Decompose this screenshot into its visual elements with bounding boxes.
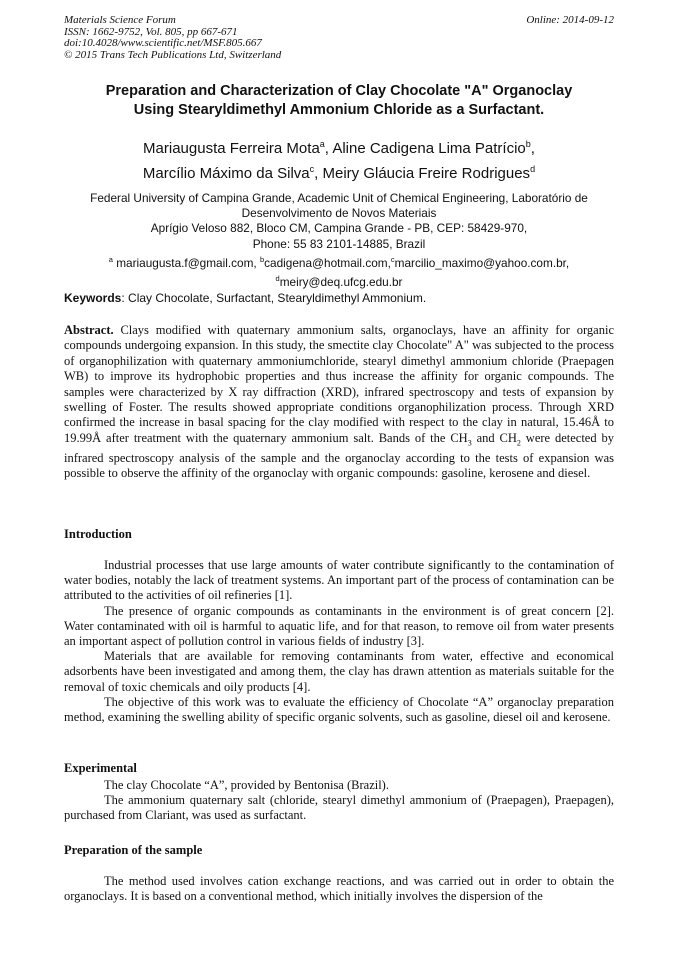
keywords <box>64 291 614 306</box>
abstract-text: and CH <box>471 430 517 445</box>
issn-line: ISSN: 1662-9752, Vol. 805, pp 667-671 <box>64 25 238 38</box>
author-1: Mariaugusta Ferreira Mota <box>143 140 320 157</box>
keywords-label: Keywords <box>64 291 122 305</box>
abstract-text: were detected by infrared spectroscopy analysis of the sample and the organoclay according to the tests of expansion was possible to observe the affinity of the organoclay with organic compounds: gasoline, kerosene and diesel. <box>64 430 614 481</box>
author-3-marker: c <box>309 164 315 174</box>
author-2: Aline Cadigena Lima Patrício <box>332 140 526 157</box>
email-marker-d: d <box>275 273 280 283</box>
author-separator: , <box>314 165 323 182</box>
email-line-1 <box>64 252 614 271</box>
email-c[interactable]: marcilio_maximo@yahoo.com.br, <box>394 255 570 270</box>
preparation-body <box>64 874 614 904</box>
paper-title <box>64 82 614 120</box>
email-marker-a: a <box>108 254 113 264</box>
email-a[interactable]: mariaugusta.f@gmail.com, <box>112 255 260 270</box>
paragraph: The clay Chocolate “A”, provided by Bentonisa (Brazil). <box>104 778 389 792</box>
online-date: Online: 2014-09-12 <box>526 14 614 26</box>
copyright-line: © 2015 Trans Tech Publications Ltd, Switzerland <box>64 48 282 61</box>
page-header <box>64 15 614 61</box>
section-heading-experimental: Experimental <box>64 761 137 775</box>
section-heading-preparation: Preparation of the sample <box>64 843 203 857</box>
author-3: Marcílio Máximo da Silva <box>142 165 310 182</box>
email-line-2 <box>64 271 614 290</box>
author-2-marker: b <box>525 139 531 149</box>
paragraph: The presence of organic compounds as contaminants in the environment is of great concern [2]. Water contaminated with oil is harmful to aquatic life, and for that reason, to remove oil from water presents an important aspect of pollution control in various fields of industry [3]. <box>64 603 614 649</box>
paragraph: The ammonium quaternary salt (chloride, stearyl dimethyl ammonium of (Praepagen), Praepagen), purchased from Clariant, was used as surfactant. <box>64 793 614 823</box>
affiliation-block <box>64 191 614 290</box>
abstract-label: Abstract. <box>64 323 114 337</box>
introduction-body <box>64 558 614 725</box>
affiliation-line-1: Federal University of Campina Grande, Academic Unit of Chemical Engineering, Laboratório de <box>90 191 588 205</box>
email-marker-c: c <box>390 254 395 264</box>
abstract-text: Clays modified with quaternary ammonium salts, organoclays, have an affinity for organic compounds undergoing expansion. In this study, the smectite clay Chocolate" A" was subjected to the process of organophilization with quaternary ammoniumchloride, stearyl dimethyl ammonium chloride (Praepagen WB) to improve its hydrophobic properties and thus increase the affinity for organic compounds. The samples were characterized by X ray diffraction (XRD), infrared spectroscopy and tests of expansion by swelling of Foster. The results showed appropriate conditions organophilization process. Through XRD confirmed the increase in basal spacing for the clay modified with respect to the clay in natural, 15.46Å to 19.99Å after treatment with the quaternary ammonium salt. Bands of the CH <box>64 323 614 445</box>
title-line-2: Using Stearyldimethyl Ammonium Chloride as a Surfactant. <box>133 102 545 118</box>
author-list <box>64 134 614 184</box>
title-line-1: Preparation and Characterization of Clay Chocolate "A" Organoclay <box>105 83 573 99</box>
email-b[interactable]: cadigena@hotmail.com, <box>264 255 391 270</box>
paragraph: The objective of this work was to evaluate the efficiency of Chocolate “A” organoclay preparation method, examining the swelling ability of specific organic solvents, such as gasoline, diesel oil and kerosene. <box>64 694 614 725</box>
doi-line: doi:10.4028/www.scientific.net/MSF.805.667 <box>64 37 262 49</box>
affiliation-phone: Phone: 55 83 2101-14885, Brazil <box>252 236 426 251</box>
affiliation-line-2: Desenvolvimento de Novos Materiais <box>241 206 437 221</box>
paragraph: Materials that are available for removing contaminants from water, effective and economical adsorbents have been investigated and among them, the clay has drawn attention as materials suitable for the removal of toxic chemicals and oily products [4]. <box>64 649 614 694</box>
section-heading-introduction: Introduction <box>64 527 132 541</box>
author-4: Meiry Gláucia Freire Rodrigues <box>322 165 531 182</box>
email-d[interactable]: meiry@deq.ufcg.edu.br <box>279 274 403 289</box>
authors-line-1 <box>64 134 614 159</box>
subscript: 3 <box>467 438 472 448</box>
affiliation-address: Aprígio Veloso 882, Bloco CM, Campina Grande - PB, CEP: 58429-970, <box>150 221 528 236</box>
author-4-marker: d <box>530 164 536 174</box>
experimental-body <box>64 778 614 824</box>
email-marker-b: b <box>259 254 265 264</box>
author-separator: , <box>324 140 333 157</box>
author-1-marker: a <box>319 139 325 149</box>
author-separator: , <box>530 140 535 157</box>
subscript: 2 <box>516 438 521 448</box>
paragraph: The method used involves cation exchange reactions, and was carried out in order to obtain the organoclays. It is based on a conventional method, which initially involves the dispersion of the <box>64 874 614 904</box>
paragraph: Industrial processes that use large amounts of water contribute significantly to the contamination of water bodies, notably the lack of treatment systems. An important part of the process of contamination can be attributed to the activities of oil refineries [1]. <box>64 558 614 603</box>
keywords-text: : Clay Chocolate, Surfactant, Stearyldimethyl Ammonium. <box>121 291 427 305</box>
authors-line-2 <box>64 159 614 184</box>
journal-name: Materials Science Forum <box>64 14 176 26</box>
abstract <box>64 323 614 482</box>
